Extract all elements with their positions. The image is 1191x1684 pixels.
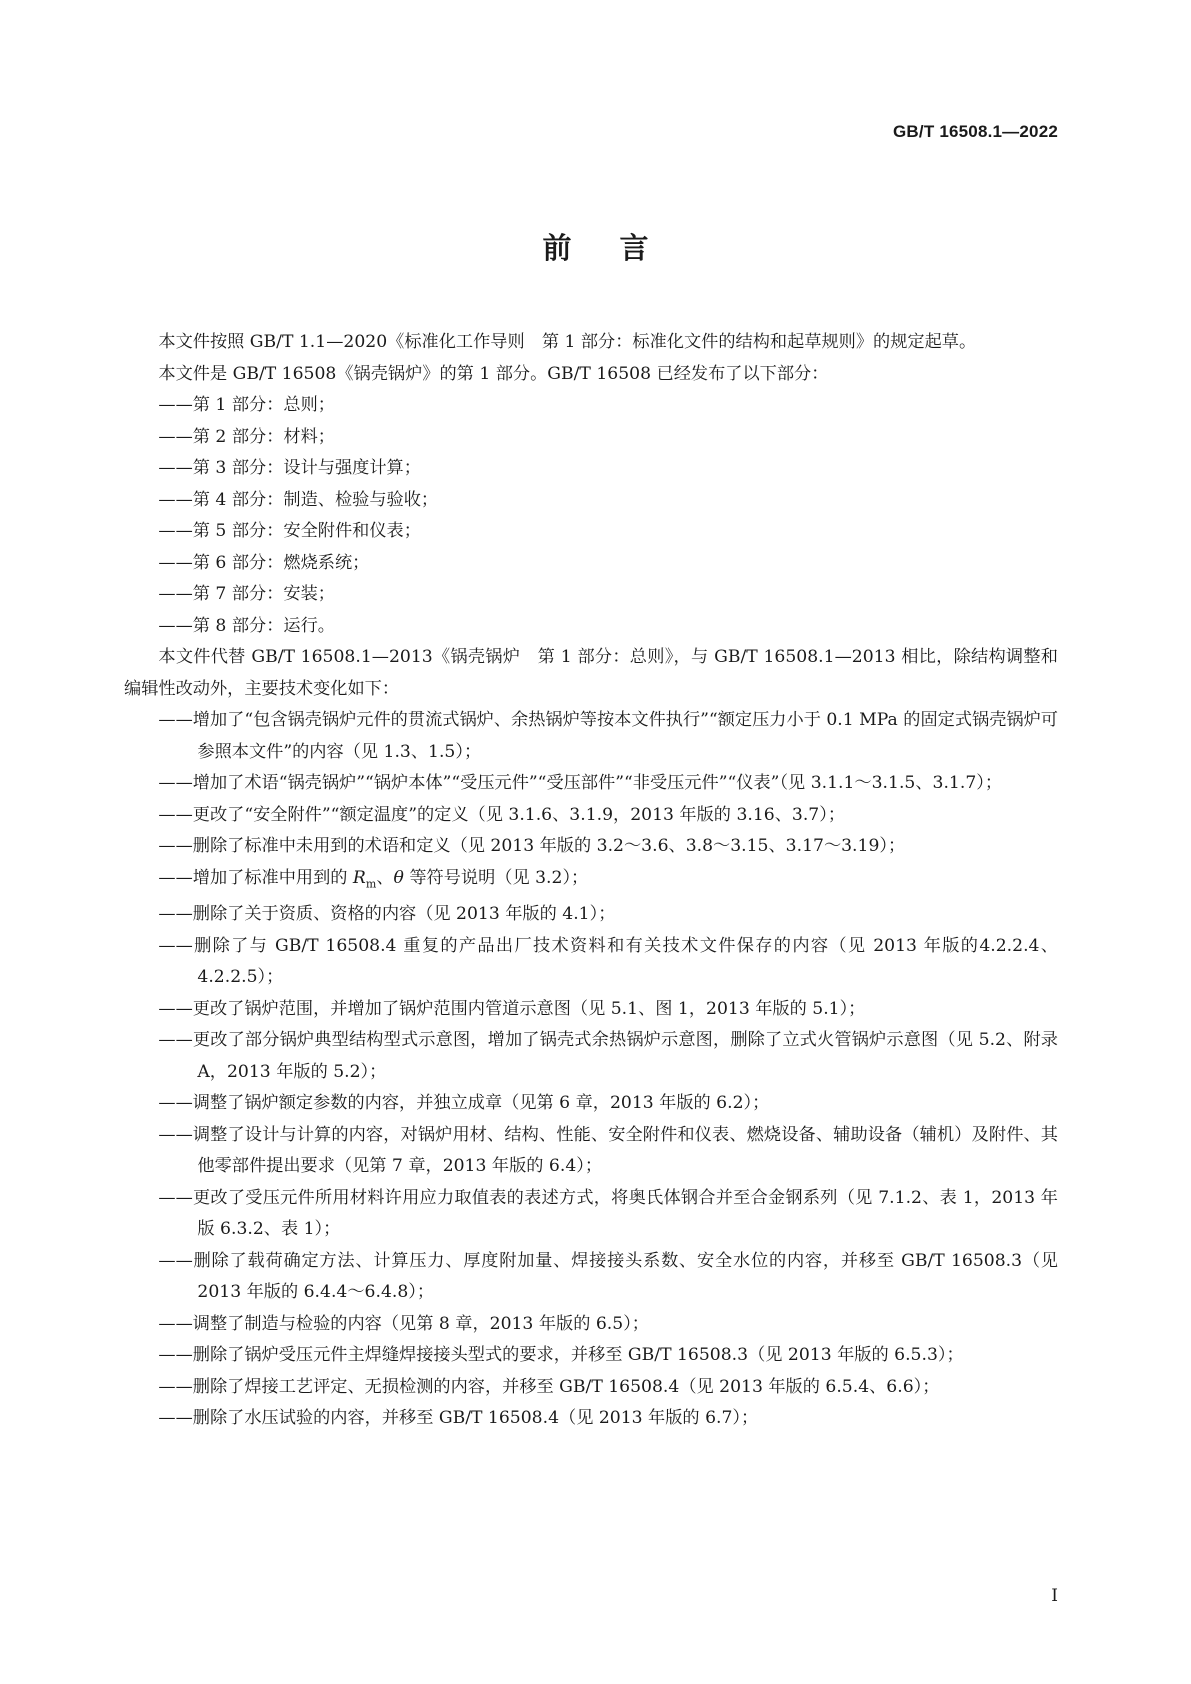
symbol-r: R <box>352 867 366 888</box>
page-number: I <box>1051 1586 1058 1606</box>
list-item-change: ——调整了制造与检验的内容（见第 8 章，2013 年版的 6.5）； <box>158 1313 649 1334</box>
list-item-part: ——第 2 部分：材料； <box>158 426 335 447</box>
list-item-change: ——更改了受压元件所用材料许用应力取值表的表述方式，将奥氏体钢合并至合金钢系列（见 7.1.2、表 1，2013 年版 6.3.2、表 1）； <box>158 1187 1058 1240</box>
list-item-change: ——调整了设计与计算的内容，对锅炉用材、结构、性能、安全附件和仪表、燃烧设备、辅助设备（辅机）及附件、其他零部件提出要求（见第 7 章，2013 年版的 6.4）； <box>158 1124 1058 1177</box>
page-title: 前言 <box>542 231 697 265</box>
list-item-change: ——增加了“包含锅壳锅炉元件的贯流式锅炉、余热锅炉等按本文件执行”“额定压力小于 0.1 MPa 的固定式锅壳锅炉可参照本文件”的内容（见 1.3、1.5）； <box>158 710 1058 762</box>
list-item-change: ——删除了载荷确定方法、计算压力、厚度附加量、焊接接头系数、安全水位的内容，并移至 GB/T 16508.3（见 2013 年版的 6.4.4～6.4.8）； <box>158 1250 1058 1303</box>
list-item-change: ——增加了术语“锅壳锅炉”“锅炉本体”“受压元件”“受压部件”“非受压元件”“仪表”（见 3.1.1～3.1.5、3.1.7）； <box>158 773 1003 793</box>
list-item-part: ——第 3 部分：设计与强度计算； <box>158 458 421 478</box>
symbol-theta: θ <box>393 867 404 888</box>
list-item-change: ——更改了部分锅炉典型结构型式示意图，增加了锅壳式余热锅炉示意图，删除了立式火管锅炉示意图（见 5.2、附录 A，2013 年版的 5.2）； <box>158 1030 1058 1082</box>
list-item-change: ——删除了标准中未用到的术语和定义（见 2013 年版的 3.2～3.6、3.8～3.15、3.17～3.19）； <box>158 836 906 856</box>
symbol-subscript-m: m <box>365 876 377 890</box>
paragraph-series-intro: 本文件是 GB/T 16508《锅壳锅炉》的第 1 部分。GB/T 16508 已经发布了以下部分： <box>158 363 829 384</box>
list-item-part: ——第 1 部分：总则； <box>158 395 335 415</box>
change-text-prefix: ——增加了标准中用到的 <box>158 867 353 888</box>
list-item-change: ——删除了焊接工艺评定、无损检测的内容，并移至 GB/T 16508.4（见 2013 年版的 6.5.4、6.6）； <box>158 1376 940 1397</box>
document-code: GB/T 16508.1—2022 <box>893 122 1058 141</box>
list-item-part: ——第 8 部分：运行。 <box>158 615 335 636</box>
list-item-change: ——删除了锅炉受压元件主焊缝焊接接头型式的要求，并移至 GB/T 16508.3（见 2013 年版的 6.5.3）； <box>158 1345 964 1366</box>
preface-body <box>124 327 1058 1435</box>
paragraph-drafting-rules: 本文件按照 GB/T 1.1—2020《标准化工作导则 第 1 部分：标准化文件的结构和起草规则》的规定起草。 <box>158 332 977 352</box>
list-item-change: ——删除了关于资质、资格的内容（见 2013 年版的 4.1）； <box>158 904 616 925</box>
list-item-change: ——更改了“安全附件”“额定温度”的定义（见 3.1.6、3.1.9，2013 年版的 3.16、3.7）； <box>158 804 846 825</box>
list-item-part: ——第 7 部分：安装； <box>158 584 335 604</box>
list-item-part: ——第 5 部分：安全附件和仪表； <box>158 521 421 541</box>
list-item-change: ——调整了锅炉额定参数的内容，并独立成章（见第 6 章，2013 年版的 6.2）； <box>158 1093 770 1114</box>
symbol-separator: 、 <box>376 867 394 888</box>
list-item-part: ——第 6 部分：燃烧系统； <box>158 552 370 573</box>
list-item-change: ——删除了水压试验的内容，并移至 GB/T 16508.4（见 2013 年版的 6.7）； <box>158 1408 759 1429</box>
list-item-part: ——第 4 部分：制造、检验与验收； <box>158 489 439 510</box>
list-item-change: ——删除了与 GB/T 16508.4 重复的产品出厂技术资料和有关技术文件保存的内容（见 2013 年版的4.2.2.4、4.2.2.5）； <box>158 935 1058 988</box>
list-item-change-symbols <box>124 863 1058 900</box>
list-item-change: ——更改了锅炉范围，并增加了锅炉范围内管道示意图（见 5.1、图 1，2013 年版的 5.1）； <box>158 998 866 1019</box>
change-text-suffix: 等符号说明（见 3.2）； <box>403 867 589 888</box>
paragraph-replacement-note: 本文件代替 GB/T 16508.1—2013《锅壳锅炉 第 1 部分：总则》，与 GB/T 16508.1—2013 相比，除结构调整和编辑性改动外，主要技术变化如下： <box>124 647 1058 699</box>
